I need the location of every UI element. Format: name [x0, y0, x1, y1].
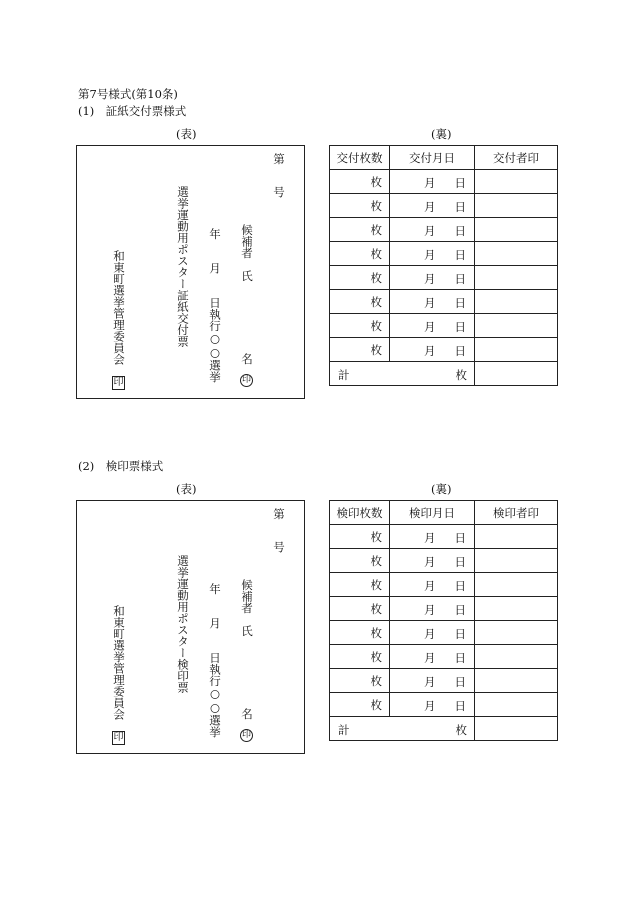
date-cell — [390, 194, 475, 218]
count-cell: 枚 — [330, 549, 390, 573]
back-label: (裏) — [431, 127, 452, 141]
date-cell — [390, 218, 475, 242]
day-unit: 日 — [454, 272, 466, 286]
month-unit: 月 — [424, 224, 436, 238]
table-row — [330, 525, 558, 549]
stamp-cell — [475, 573, 558, 597]
name-label: 名 — [240, 353, 254, 365]
table-row — [330, 194, 558, 218]
count-cell: 枚 — [330, 242, 390, 266]
day-unit: 日 — [454, 248, 466, 262]
stamp-cell — [475, 170, 558, 194]
total-label: 計 — [338, 368, 350, 382]
section-heading: (2) 検印票様式 — [78, 459, 164, 473]
date-cell — [390, 549, 475, 573]
number-prefix: 第 — [272, 153, 286, 165]
day-unit: 日 — [454, 200, 466, 214]
day-unit: 日 — [454, 176, 466, 190]
front-label: (表) — [176, 127, 197, 141]
count-cell: 枚 — [330, 290, 390, 314]
day-unit: 日 — [454, 627, 466, 641]
stamp-cell — [475, 525, 558, 549]
committee-seal — [112, 370, 125, 390]
date-cell — [390, 669, 475, 693]
document-title: 選挙運動用ポスター検印票 — [176, 555, 190, 693]
month-unit: 月 — [424, 344, 436, 358]
table-row — [330, 621, 558, 645]
day-unit: 日 — [454, 320, 466, 334]
month-unit: 月 — [424, 176, 436, 190]
month-unit: 月 — [424, 200, 436, 214]
date-cell — [390, 525, 475, 549]
date-cell — [390, 242, 475, 266]
stamp-cell — [475, 597, 558, 621]
date-cell — [390, 266, 475, 290]
table-row — [330, 549, 558, 573]
candidate-seal — [240, 722, 253, 742]
total-row — [330, 362, 558, 386]
table-row — [330, 693, 558, 717]
table-row — [330, 338, 558, 362]
seal-icon: 印 — [113, 377, 124, 388]
back-form-table — [329, 145, 558, 386]
day-unit: 日 — [454, 531, 466, 545]
table-row — [330, 597, 558, 621]
total-row — [330, 717, 558, 741]
stamp-cell — [475, 194, 558, 218]
month-unit: 月 — [424, 531, 436, 545]
front-form — [76, 145, 305, 399]
count-cell: 枚 — [330, 525, 390, 549]
candidate-label: 候補者 氏 — [240, 224, 254, 282]
date-cell — [390, 597, 475, 621]
stamp-cell — [475, 645, 558, 669]
front-label: (表) — [176, 482, 197, 496]
front-form — [76, 500, 305, 754]
stamp-cell — [475, 693, 558, 717]
day-unit: 日 — [454, 699, 466, 713]
day-unit: 日 — [454, 224, 466, 238]
date-cell — [390, 314, 475, 338]
month-unit: 月 — [424, 555, 436, 569]
page-title: 第7号様式(第10条) — [78, 87, 178, 101]
total-label: 計 — [338, 723, 350, 737]
count-cell: 枚 — [330, 693, 390, 717]
month-unit: 月 — [424, 603, 436, 617]
seal-icon: 印 — [113, 732, 124, 743]
count-cell: 枚 — [330, 645, 390, 669]
stamp-cell — [475, 549, 558, 573]
stamp-cell — [475, 242, 558, 266]
count-cell: 枚 — [330, 266, 390, 290]
stamp-cell — [475, 621, 558, 645]
back-form-table — [329, 500, 558, 741]
committee-seal — [112, 725, 125, 745]
count-cell: 枚 — [330, 218, 390, 242]
total-unit: 枚 — [455, 723, 467, 737]
table-row — [330, 314, 558, 338]
month-unit: 月 — [424, 627, 436, 641]
day-unit: 日 — [454, 675, 466, 689]
table-row — [330, 218, 558, 242]
day-unit: 日 — [454, 603, 466, 617]
document-title: 選挙運動用ポスター証紙交付票 — [176, 186, 190, 347]
table-row — [330, 242, 558, 266]
stamp-cell — [475, 338, 558, 362]
count-cell: 枚 — [330, 170, 390, 194]
count-cell: 枚 — [330, 621, 390, 645]
day-unit: 日 — [454, 296, 466, 310]
month-unit: 月 — [424, 579, 436, 593]
date-cell — [390, 573, 475, 597]
total-stamp-cell — [475, 717, 558, 741]
committee-name: 和東町選挙管理委員会 — [112, 250, 126, 365]
total-unit: 枚 — [455, 368, 467, 382]
table-header-row — [330, 501, 558, 525]
header-stamp: 交付者印 — [475, 146, 558, 170]
stamp-cell — [475, 218, 558, 242]
day-unit: 日 — [454, 555, 466, 569]
number-suffix: 号 — [272, 541, 286, 553]
table-row — [330, 645, 558, 669]
header-count: 交付枚数 — [330, 146, 390, 170]
table-row — [330, 170, 558, 194]
month-unit: 月 — [424, 320, 436, 334]
day-unit: 日 — [454, 344, 466, 358]
election-date: 年 月 日執行○○選挙 — [208, 228, 222, 383]
seal-icon: 印 — [241, 375, 251, 385]
month-unit: 月 — [424, 248, 436, 262]
election-date: 年 月 日執行○○選挙 — [208, 583, 222, 738]
header-date: 交付月日 — [390, 146, 475, 170]
candidate-label: 候補者 氏 — [240, 579, 254, 637]
number-suffix: 号 — [272, 186, 286, 198]
committee-name: 和東町選挙管理委員会 — [112, 605, 126, 720]
count-cell: 枚 — [330, 669, 390, 693]
date-cell — [390, 290, 475, 314]
stamp-cell — [475, 290, 558, 314]
month-unit: 月 — [424, 272, 436, 286]
count-cell: 枚 — [330, 338, 390, 362]
total-stamp-cell — [475, 362, 558, 386]
table-row — [330, 266, 558, 290]
table-header-row — [330, 146, 558, 170]
month-unit: 月 — [424, 651, 436, 665]
count-cell: 枚 — [330, 597, 390, 621]
day-unit: 日 — [454, 651, 466, 665]
date-cell — [390, 170, 475, 194]
count-cell: 枚 — [330, 194, 390, 218]
number-prefix: 第 — [272, 508, 286, 520]
count-cell: 枚 — [330, 573, 390, 597]
table-row — [330, 290, 558, 314]
date-cell — [390, 693, 475, 717]
date-cell — [390, 338, 475, 362]
header-count: 検印枚数 — [330, 501, 390, 525]
date-cell — [390, 621, 475, 645]
count-cell: 枚 — [330, 314, 390, 338]
table-row — [330, 669, 558, 693]
seal-icon: 印 — [241, 730, 251, 740]
table-row — [330, 573, 558, 597]
back-label: (裏) — [431, 482, 452, 496]
stamp-cell — [475, 314, 558, 338]
candidate-seal — [240, 367, 253, 387]
month-unit: 月 — [424, 296, 436, 310]
header-date: 検印月日 — [390, 501, 475, 525]
header-stamp: 検印者印 — [475, 501, 558, 525]
date-cell — [390, 645, 475, 669]
day-unit: 日 — [454, 579, 466, 593]
stamp-cell — [475, 266, 558, 290]
month-unit: 月 — [424, 699, 436, 713]
stamp-cell — [475, 669, 558, 693]
month-unit: 月 — [424, 675, 436, 689]
name-label: 名 — [240, 708, 254, 720]
section-heading: (1) 証紙交付票様式 — [78, 104, 187, 118]
